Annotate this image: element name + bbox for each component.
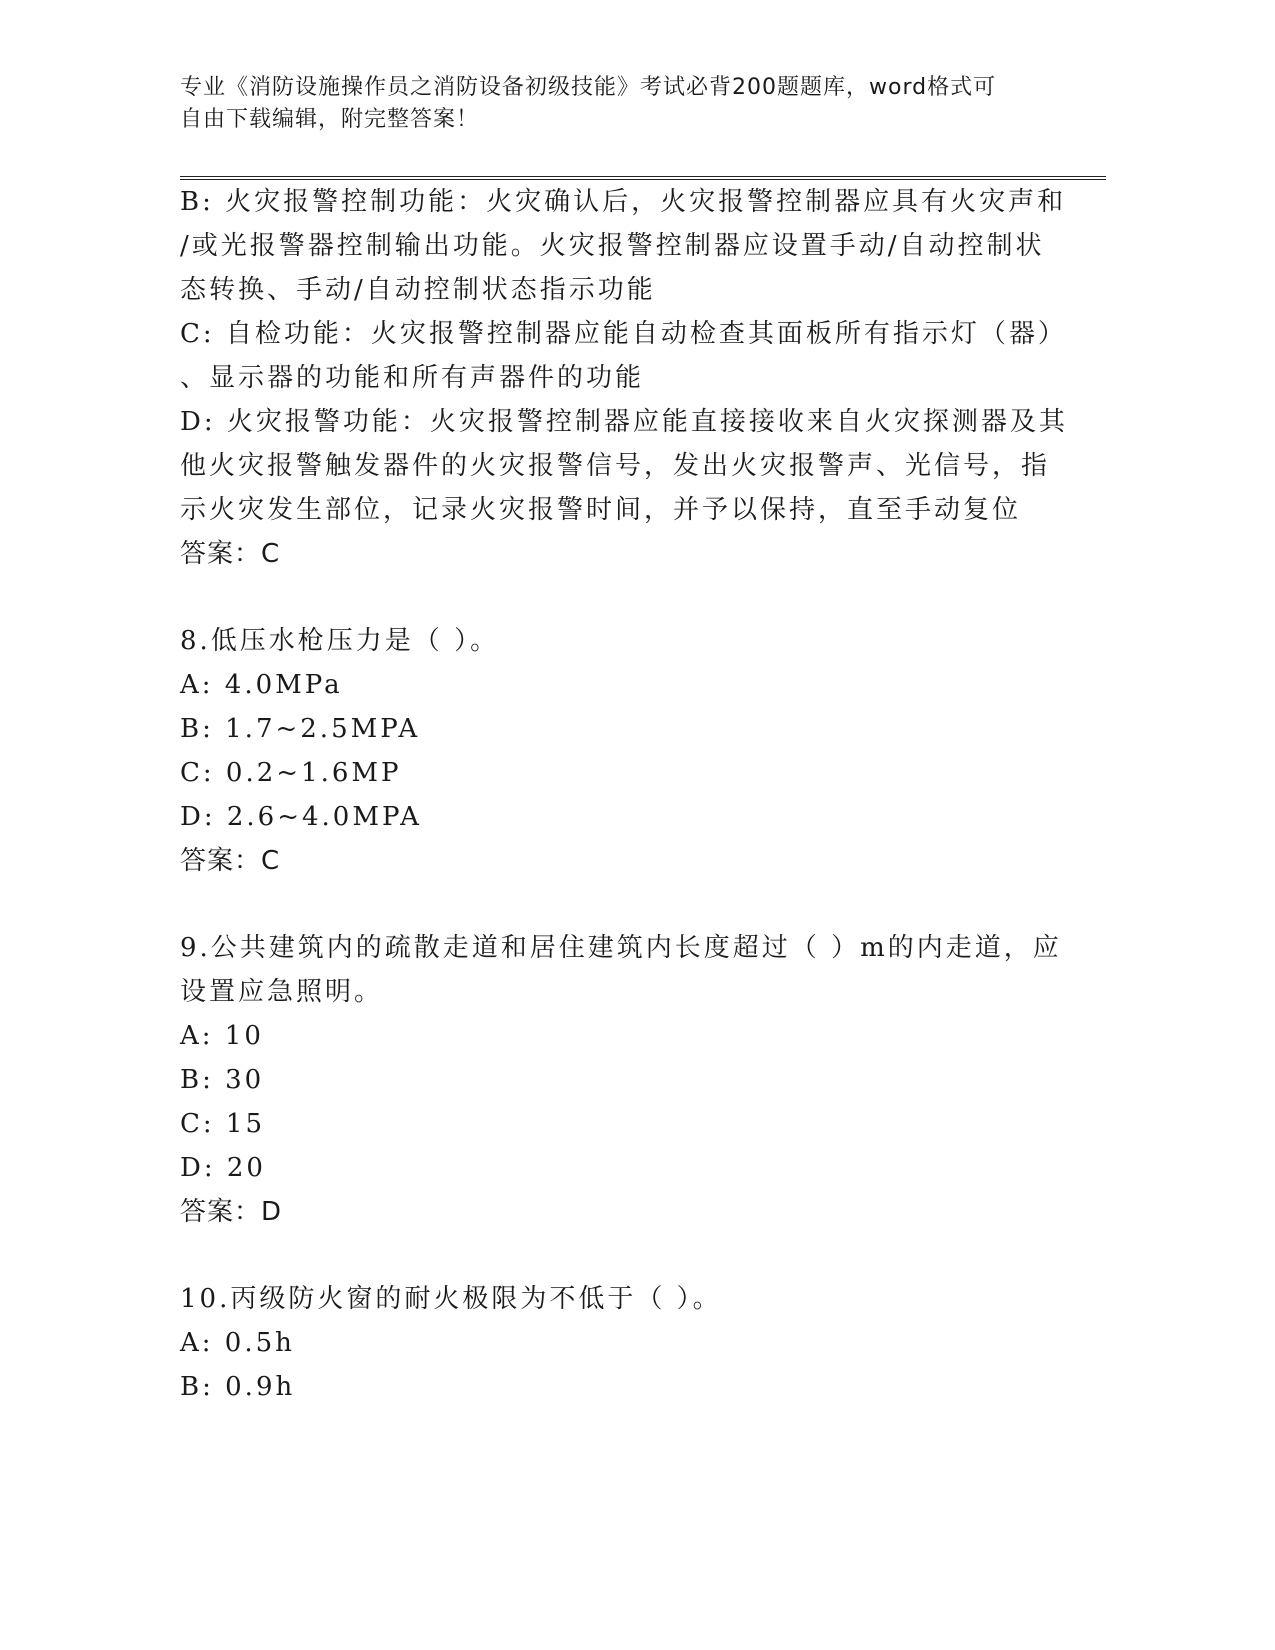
- option-b-line-2: /或光报警器控制输出功能。火灾报警控制器应设置手动/自动控制状: [180, 231, 1045, 261]
- option-d-line-3: 示火灾发生部位，记录火灾报警时间，并予以保持，直至手动复位: [180, 495, 1022, 525]
- document-header: [180, 72, 1060, 136]
- question-9-option-a: A: 10: [180, 1021, 264, 1051]
- question-9-answer: 答案：D: [180, 1197, 283, 1227]
- question-9: [180, 926, 1060, 1234]
- question-9-stem-line-2: 设置应急照明。: [180, 977, 384, 1007]
- question-10-option-b: B: 0.9h: [180, 1372, 296, 1402]
- question-8-option-b: B: 1.7~2.5MPA: [180, 714, 421, 744]
- option-b-line-3: 态转换、手动/自动控制状态指示功能: [180, 275, 656, 305]
- question-8-answer: 答案：C: [180, 846, 281, 876]
- question-9-option-b: B: 30: [180, 1065, 265, 1095]
- question-8-option-d: D: 2.6~4.0MPA: [180, 802, 422, 832]
- question-9-option-d: D: 20: [180, 1153, 266, 1183]
- question-8-option-c: C: 0.2~1.6MP: [180, 758, 402, 788]
- question-10: [180, 1277, 1060, 1409]
- option-c-line-1: C: 自检功能：火灾报警控制器应能自动检查其面板所有指示灯（器）: [180, 319, 1067, 349]
- question-8-option-a: A: 4.0MPa: [180, 670, 343, 700]
- question-7-options: [180, 180, 1068, 576]
- question-10-option-a: A: 0.5h: [180, 1328, 295, 1358]
- question-8-stem: 8.低压水枪压力是（ ）。: [180, 626, 500, 656]
- option-d-line-1: D: 火灾报警功能：火灾报警控制器应能直接接收来自火灾探测器及其: [180, 407, 1068, 437]
- question-content: [180, 180, 1068, 1409]
- question-9-stem-line-1: 9.公共建筑内的疏散走道和居住建筑内长度超过（ ）m的内走道，应: [180, 933, 1062, 963]
- option-c-line-2: 、显示器的功能和所有声器件的功能: [180, 363, 645, 393]
- question-9-option-c: C: 15: [180, 1109, 266, 1139]
- question-8: [180, 619, 1060, 883]
- option-d-line-2: 他火灾报警触发器件的火灾报警信号，发出火灾报警声、光信号，指: [180, 451, 1051, 481]
- option-b-line-1: B: 火灾报警控制功能：火灾确认后，火灾报警控制器应具有火灾声和: [180, 187, 1067, 217]
- question-7-answer: 答案：C: [180, 539, 281, 569]
- header-line-1: 专业《消防设施操作员之消防设备初级技能》考试必背200题题库，word格式可: [180, 75, 997, 100]
- question-10-stem: 10.丙级防火窗的耐火极限为不低于（ ）。: [180, 1284, 722, 1314]
- header-line-2: 自由下载编辑，附完整答案！: [180, 107, 480, 132]
